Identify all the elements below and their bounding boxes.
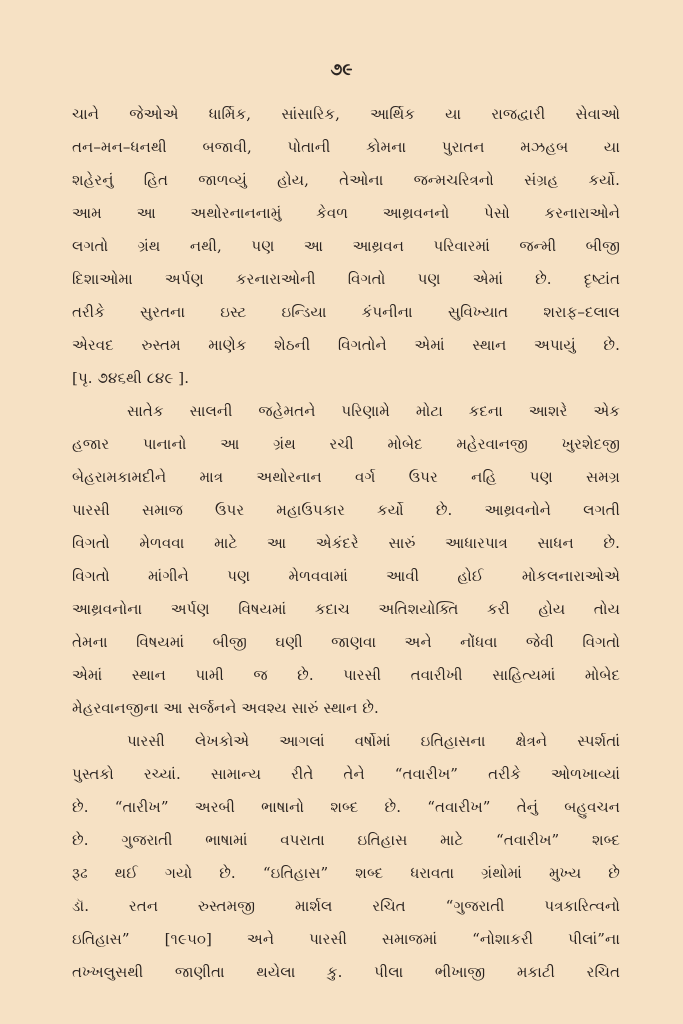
body-text [72,98,620,989]
paragraph-2-line-6: વિગતો માંગીને પણ મેળવવામાં આવી હોઈ મોકલનારાઓએ [72,567,620,585]
paragraph-3-line-5: રૂઢ થઈ ગયો છે. “ઇતિહાસ” શબ્દ ધરાવતા ગ્રંથોમાં મુખ્ય છે [72,864,620,882]
paragraph-2-line-8: તેમના વિષયમાં બીજી ઘણી જાણવા અને નોંધવા જેવી વિગતો [72,633,620,651]
paragraph-2-line-3: બેહરામકામદીને માત્ર અથોરનાન વર્ગ ઉપર નહિ પણ સમગ્ર [72,468,620,486]
paragraph-1-line-8: એરવદ રુસ્તમ માણેક શેઠની વિગતોને એમાં સ્થાન અપાયું છે. [72,336,620,354]
paragraph-1-line-7: તરીકે સુરતના ઇસ્ટ ઇન્ડિયા કંપનીના સુવિખ્યાત શરાફ–દલાલ [72,303,620,321]
paragraph-1-line-4: આમ આ અથોરનાનનામું કેવળ આથ્રવનનો પેસો કરનારાઓને [72,204,620,222]
paragraph-2-line-5: વિગતો મેળવવા માટે આ એકંદરે સારું આધારપાત્ર સાધન છે. [72,534,620,552]
paragraph-3-line-7: ઇતિહાસ” [૧૯૫૦] અને પારસી સમાજમાં “નોશાકરી પીલાં”ના [72,930,620,948]
paragraph-2-line-1: સાતેક સાલની જહેમતને પરિણામે મોટા કદના આશરે એક [127,402,620,420]
paragraph-3-line-4: છે. ગુજરાતી ભાષામાં વપરાતા ઇતિહાસ માટે “તવારીખ” શબ્દ [72,831,620,849]
paragraph-2-line-9: એમાં સ્થાન પામી જ છે. પારસી તવારીખી સાહિત્યમાં મોબેદ [72,666,620,684]
paragraph-1-line-5: લગતો ગ્રંથ નથી, પણ આ આથ્રવન પરિવારમાં જન્મી બીજી [72,237,620,255]
paragraph-2-line-2: હજાર પાનાનો આ ગ્રંથ રચી મોબેદ મહેરવાનજી ખુરશેદજી [72,435,620,453]
paragraph-2-line-4: પારસી સમાજ ઉપર મહાઉપકાર કર્યો છે. આથ્રવનોને લગતી [72,501,620,519]
paragraph-2-line-7: આથ્રવનોના અર્પણ વિષયમાં કદાચ અતિશયોક્તિ કરી હોય તોય [72,600,620,618]
paragraph-3-line-1: પારસી લેખકોએ આગલાં વર્ષોમાં ઇતિહાસના ક્ષેત્રને સ્પર્શતાં [127,732,620,750]
paragraph-1-line-9: [પૃ. ૭૪૬થી ૮૪૯ ]. [72,369,190,387]
paragraph-3-line-2: પુસ્તકો રચ્યાં. સામાન્ય રીતે તેને “તવારીખ” તરીકે ઓળખાવ્યાં [72,765,620,783]
paragraph-1-line-1: ચાને જેઓએ ધાર્મિક, સાંસારિક, આર્થિક યા રાજદ્વારી સેવાઓ [72,105,620,123]
page-number: ૭૯ [330,60,353,80]
paragraph-1-line-6: દિશાઓમા અર્પણ કરનારાઓની વિગતો પણ એમાં છે. દૃષ્ટાંત [72,270,620,288]
paragraph-2-line-10: મેહરવાનજીના આ સર્જનને અવશ્ય સારું સ્થાન છે. [72,699,379,717]
paragraph-3-line-6: ડૉ. રતન રુસ્તમજી માર્શલ રચિત “ગુજરાતી પત્રકારિત્વનો [72,897,620,915]
paragraph-3-line-8: તખ્ખલુસથી જાણીતા થયેલા કુ. પીલા ભીખાજી મકાટી રચિત [72,963,620,981]
paragraph-1-line-2: તન–મન–ધનથી બજાવી, પોતાની કોમના પુરાતન મઝહબ યા [72,138,620,156]
paragraph-1-line-3: શહેરનું હિત જાળવ્યું હોય, તેઓના જન્મચરિત્રનો સંગ્રહ કર્યો. [72,171,620,189]
paragraph-3-line-3: છે. “તારીખ” અરબી ભાષાનો શબ્દ છે. “તવારીખ” તેનું બહુવચન [72,798,620,816]
